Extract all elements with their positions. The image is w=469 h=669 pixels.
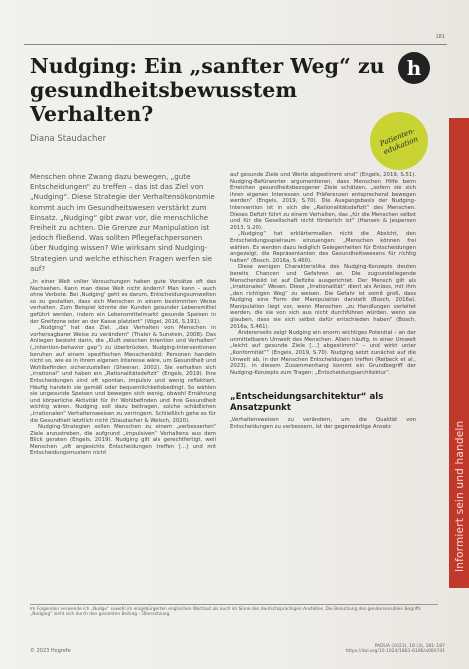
footnote: Im Folgenden verwende ich „Nudge“ sowohl im eingebürgerten englischen Wortlaut als auch im Sinne des deutschsprachigen Anstoßes. Die Benutzung des gendersensiblen Begriffs „Nudging“ zieht sich durch den gesamten Beitrag – Übersetzung.	[30, 604, 438, 618]
body-paragraph: auf gesunde Ziele und Werte abgestimmt sind“ (Engels, 2019, S.51). Nudging-Befürworter argumentieren, dass Menschen Hilfe beim Erreichen gesundheitsbezogener Ziele schätzen, „sofern sie sich ihren eigenen Interessen und Präferenzen entsprechend bewegen werden“ (Engels, 2019, S.70). Die Ausgangsbasis der Nudging-Intervention ist in sich die „Rationalitätsdefizit“ des Menschen. Dieses Defizit führt zu einem Verhalten, das „für die Menschen selbst und für die Gesellschaft nicht förderlich ist“ (Hansen & Jespersen 2013, S.20).	[230, 172, 416, 231]
citation: PADUA (2023), 18 (3), 181–187 https://doi.org/10.1024/1861-6186/a000741	[345, 644, 445, 655]
header-rule	[24, 44, 447, 45]
section-subheading: „Entscheidungsarchitektur“ als Ansatzpunkt	[230, 392, 384, 413]
right-column	[230, 172, 416, 431]
publisher-logo	[398, 52, 430, 84]
body-paragraph: „Nudging“ hat erklärtermaßen nicht die Absicht, den Entscheidungsspielraum einzuengen: „Menschen können frei wählen. Es werden dazu lediglich Gelegenheiten für Entscheidungen angezeigt, die Repräsentanten des Gesundheitswesens für richtig halten“ (Bosch, 2016a, S.460).	[230, 231, 416, 264]
body-paragraph: „Verhaltensweisen zu verändern, um die Qualität von Entscheidungen zu verbessern, ist der gegenwärtige Ansatz	[230, 417, 416, 430]
left-column	[30, 172, 216, 457]
article-intro: Menschen ohne Zwang dazu bewegen, „gute Entscheidungen“ zu treffen – das ist das Ziel von „Nudging“. Diese Strategie der Verhaltensökonomie kommt auch im Gesundheitswesen verstärkt zum Einsatz. „Nudging“ gibt zwar vor, die menschliche Freiheit zu achten. Die Grenze zur Manipulation ist jedoch fließend. Was sollten Pflegefachpersonen über Nudging wissen? Wie wirksam sind Nudging-Strategien und welche ethischen Fragen werfen sie auf?	[30, 172, 215, 273]
body-paragraph: „In einer Welt voller Versuchungen haben gute Vorsätze oft das Nachsehen. Kann man diese Welt nicht ändern? Man kann – auch ohne Verbote. Bei ‚Nudging‘ geht es darum, Entscheidungsumwelten so zu gestalten, dass sich Menschen in einem bestimmten Weise verhalten. Zum Beispiel könnte der Kunden gesunder Lebensmittel geführt werden, indem ein Lebensmittelmarkt gesunde Speisen in der Greifzone oder an der Kasse platziert“ (Vögel, 2016, S.191).	[30, 279, 216, 325]
body-paragraph: Andererseits zeigt Nudging ein enorm wichtiges Potential – an der unmittelbaren Umwelt des Menschen. Allein häufig, in einer Umwelt „leicht auf gesunde Ziele […] abgestimmt“ – und wirkt unter „Konformität““ (Engels, 2019, S.70). Nudging setzt zunächst auf die Umwelt ab, in der Menschen Entscheidungen treffen (Reibeck et al., 2023). In diesem Zusammenhang kommt ein Grundbegriff der Nudging-Konzepts zum Tragen: „Entscheidungsarchitektur“.	[230, 330, 416, 376]
logo-glyph: h	[406, 56, 422, 80]
body-paragraph: „Nudging“ hat das Ziel, „das Verhalten von Menschen in vorhersagbarer Weise zu verändern“ (Thaler & Sunstein, 2008). Das Anliegen besteht darin, die „Kluft zwischen Intention und Verhalten“ („intention-behavior gap“) zu überbrücken. Nudging-Interventionen beruhen auf einem spezifischen Menschenbild: Personen handeln nicht so, wie es in ihrem eigenen Interesse wäre, um Gesundheit und Wohlbefinden sicherzustellen (Sheeran, 2002). Sie verhalten sich „irrational“ und haben ein „Rationalitätsdefizit“ (Engels, 2019). Ihre Entscheidungen sind oft spontan, impulsiv und wenig reflektiert. Häufig handeln sie gemäß oder bequemlichkeitsbedingt. So wählen sie ungesunde Speisen und bewegen sich wenig, obwohl Ernährung und körperliche Aktivität für ihr Wohlbefinden und ihre Gesundheit wichtig wären. Nudging soll dazu beitragen, solche schädlichen „irrationalen“ Verhaltensweisen zu verringern. Schließlich gehe es für die Gesundheit letztlich nicht (Staudacher & Welsch, 2020).	[30, 325, 216, 424]
category-badge-label: Patienten- edukation	[378, 125, 420, 157]
body-paragraph: Diese wenigen Charakteristika des Nudging-Konzepts deuten bereits Chancen und Gefahren an. Die zugrundeliegende Menschenbild ist auf Defizite ausgerichtet. Der Mensch gilt als „irrationales“ Wesen. Diese „Irrationalität“ dient als Anlass, mit ihm „den richtigen Weg“ zu weisen. Die Gefahr ist somit groß, dass Nudging eine Form der Manipulation darstellt (Bosch, 2016a). Manipulation liegt vor, wenn Menschen „zu Handlungen verleitet werden, die sie von sich aus nicht durchführen würden, wenn sie glauben, dass sie sich selbst dafür entschieden haben“ (Bosch, 2016a, S.461).	[230, 264, 416, 330]
article-title: Nudging: Ein „sanfter Weg“ zu gesundheitsbewusstem Verhalten?	[30, 54, 385, 126]
section-tab-label: Informiert sein und handeln	[454, 420, 466, 572]
copyright: © 2023 Hogrefe	[30, 648, 71, 654]
section-tab	[449, 118, 469, 588]
article-author: Diana Staudacher	[30, 134, 107, 144]
body-paragraph: Nudging-Strategien sollen Menschen zu einem „verbesserten“ Ziele anzustreben, die aufgrund „impulsiven“ Verhaltens aus dem Blick geraten (Engels, 2019). Nudging gilt als gerechtfertigt, weil Menschen „oft angesichts Entscheidungen treffen […] und mit Entscheidungsmustern nicht	[30, 424, 216, 457]
page-number: 181	[435, 34, 445, 40]
